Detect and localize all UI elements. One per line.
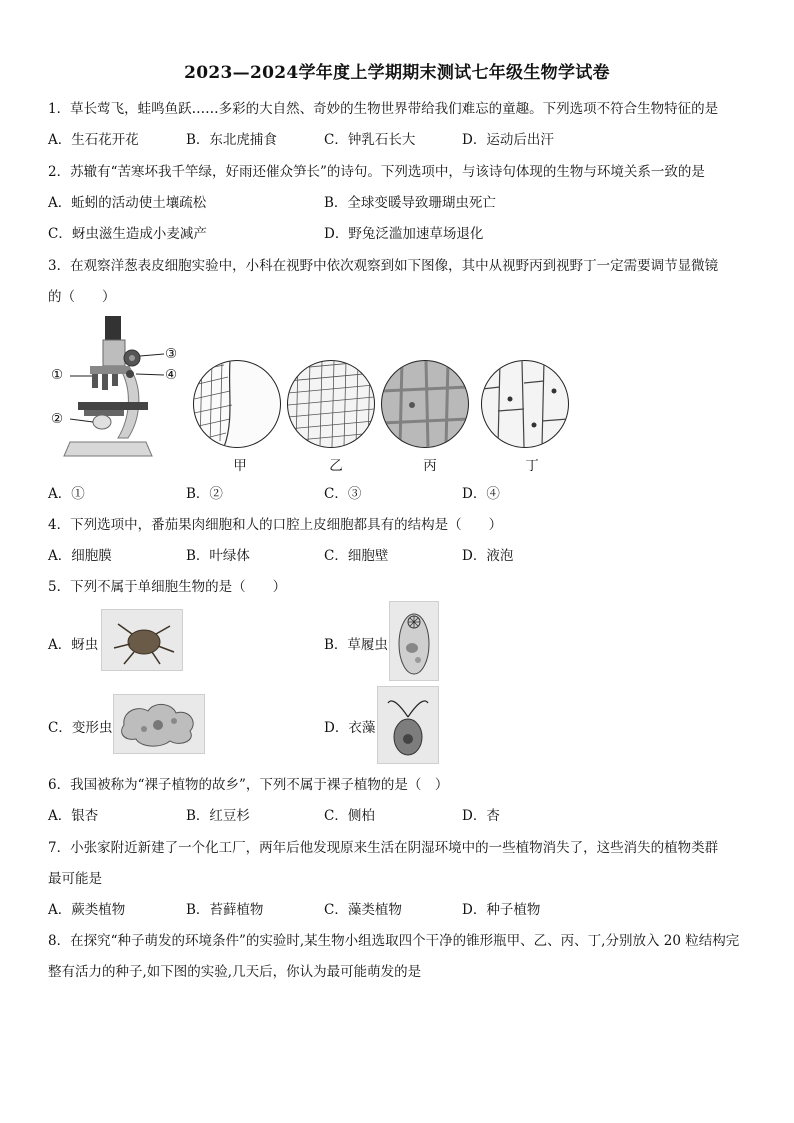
- q4-stem: 4．下列选项中，番茄果肉细胞和人的口腔上皮细胞都具有的结构是（ ）: [48, 517, 503, 533]
- view-label-jia: 甲: [233, 458, 247, 474]
- q7-option-c[interactable]: C．藻类植物: [324, 902, 402, 918]
- paramecium-image: [389, 601, 439, 681]
- q4-option-c[interactable]: C．细胞壁: [324, 548, 389, 564]
- q4-option-a[interactable]: A．细胞膜: [48, 548, 112, 564]
- q5-option-a[interactable]: A．蚜虫: [48, 637, 99, 653]
- q3-option-a[interactable]: A．①: [48, 486, 85, 502]
- q7-option-d[interactable]: D．种子植物: [462, 902, 541, 918]
- q1-option-b[interactable]: B．东北虎捕食: [186, 132, 277, 148]
- view-label-yi: 乙: [329, 458, 343, 474]
- q1-stem: 1．草长莺飞，蛙鸣鱼跃……多彩的大自然、奇妙的生物世界带给我们难忘的童趣。下列选项不符合生物特征的是: [48, 101, 719, 117]
- q6-stem: 6．我国被称为“裸子植物的故乡”，下列不属于裸子植物的是（ ）: [48, 777, 449, 793]
- view-jia: [193, 360, 281, 448]
- q3-option-b[interactable]: B．②: [186, 486, 223, 502]
- q2-option-d[interactable]: D．野兔泛滥加速草场退化: [324, 226, 484, 242]
- q7-option-b[interactable]: B．苔藓植物: [186, 902, 264, 918]
- view-label-ding: 丁: [525, 458, 539, 474]
- q1-option-a[interactable]: A．生石花开花: [48, 132, 139, 148]
- q6-option-a[interactable]: A．银杏: [48, 808, 99, 824]
- exam-title: 2023—2024学年度上学期期末测试七年级生物学试卷: [184, 63, 610, 83]
- q6-option-d[interactable]: D．杏: [462, 808, 500, 824]
- q7-stem-line2: 最可能是: [48, 871, 102, 887]
- q6-option-b[interactable]: B．红豆杉: [186, 808, 250, 824]
- microscope-drawing: [48, 310, 198, 462]
- q3-option-c[interactable]: C．③: [324, 486, 362, 502]
- q3-option-d[interactable]: D．④: [462, 486, 500, 502]
- q4-option-b[interactable]: B．叶绿体: [186, 548, 250, 564]
- q5-option-c[interactable]: C．变形虫: [48, 720, 113, 736]
- q1-option-c[interactable]: C．钟乳石长大: [324, 132, 416, 148]
- view-ding: [481, 360, 569, 448]
- q8-stem-line1: 8．在探究“种子萌发的环境条件”的实验时,某生物小组选取四个干净的锥形瓶甲、乙、丙、丁,分别放入 20 粒结构完: [48, 933, 740, 949]
- view-bing: [381, 360, 469, 448]
- marker-2: ②: [51, 411, 64, 427]
- marker-3: ③: [165, 346, 178, 362]
- q3-stem-line2: 的（ ）: [48, 289, 116, 305]
- q2-option-c[interactable]: C．蚜虫滋生造成小麦减产: [48, 226, 207, 242]
- q2-option-a[interactable]: A．蚯蚓的活动使土壤疏松: [48, 195, 207, 211]
- q5-option-d[interactable]: D．衣藻: [324, 720, 376, 736]
- microscope-figure: [48, 310, 198, 462]
- view-label-bing: 丙: [423, 458, 437, 474]
- marker-4: ④: [165, 367, 178, 383]
- view-yi: [287, 360, 375, 448]
- q5-option-b[interactable]: B．草履虫: [324, 637, 388, 653]
- q7-stem-line1: 7．小张家附近新建了一个化工厂，两年后他发现原来生活在阴湿环境中的一些植物消失了，这些消失的植物类群: [48, 840, 719, 856]
- q7-option-a[interactable]: A．蕨类植物: [48, 902, 126, 918]
- marker-1: ①: [51, 367, 64, 383]
- q2-stem: 2．苏辙有“苦寒坏我千竿绿，好雨还催众笋长”的诗句。下列选项中，与该诗句体现的生物与环境关系一致的是: [48, 164, 705, 180]
- amoeba-image: [113, 694, 205, 754]
- chlamydomonas-image: [377, 686, 439, 764]
- q2-option-b[interactable]: B．全球变暖导致珊瑚虫死亡: [324, 195, 496, 211]
- q5-stem: 5．下列不属于单细胞生物的是（ ）: [48, 579, 287, 595]
- q4-option-d[interactable]: D．液泡: [462, 548, 514, 564]
- q3-stem-line1: 3．在观察洋葱表皮细胞实验中，小科在视野中依次观察到如下图像，其中从视野丙到视野丁一定需要调节显微镜: [48, 258, 719, 274]
- aphid-image: [101, 609, 183, 671]
- q1-option-d[interactable]: D．运动后出汗: [462, 132, 554, 148]
- q6-option-c[interactable]: C．侧柏: [324, 808, 375, 824]
- q8-stem-line2: 整有活力的种子,如下图的实验,几天后，你认为最可能萌发的是: [48, 964, 422, 980]
